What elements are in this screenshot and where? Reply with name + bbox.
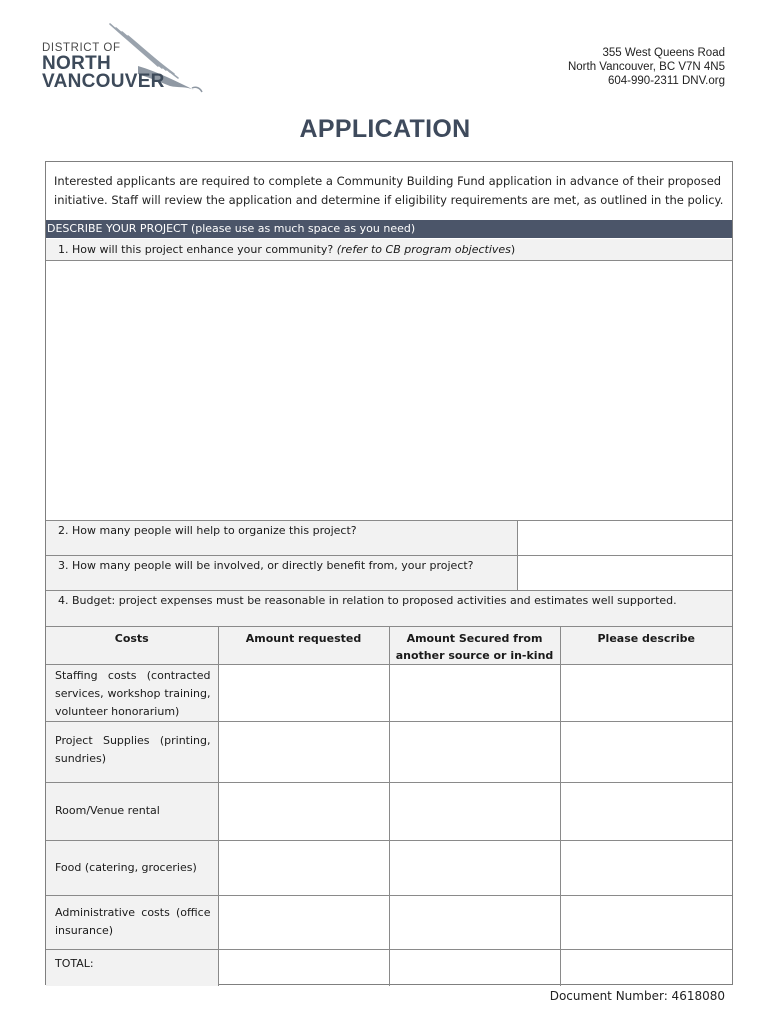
question-1-answer-field[interactable] xyxy=(46,262,732,520)
total-amount-requested-cell[interactable] xyxy=(218,950,389,986)
amount-requested-cell[interactable] xyxy=(218,665,389,722)
logo-vancouver-text: VANCOUVER xyxy=(42,71,165,92)
header-amount-requested: Amount requested xyxy=(218,627,389,665)
question-4-label: 4. Budget: project expenses must be reasonable in relation to proposed activities and estimates well supported. xyxy=(46,590,732,626)
q1-italic-text: (refer to CB program objectives xyxy=(336,243,511,256)
amount-secured-cell[interactable] xyxy=(389,665,560,722)
document-number: Document Number: 4618080 xyxy=(549,989,725,1003)
question-2-answer-field[interactable] xyxy=(519,521,732,555)
question-3-label: 3. How many people will be involved, or directly benefit from, your project? xyxy=(46,556,518,590)
table-row xyxy=(46,841,732,896)
row-label-venue: Room/Venue rental xyxy=(46,783,218,841)
question-3-row xyxy=(46,555,732,590)
total-description-cell[interactable] xyxy=(560,950,732,986)
header-amount-secured: Amount Secured from another source or in-kind xyxy=(389,627,560,665)
table-row xyxy=(46,783,732,841)
description-cell[interactable] xyxy=(560,783,732,841)
question-2-row xyxy=(46,520,732,555)
question-1-label xyxy=(46,239,732,261)
row-label-supplies: Project Supplies (printing, sundries) xyxy=(46,722,218,783)
amount-requested-cell[interactable] xyxy=(218,783,389,841)
total-amount-secured-cell[interactable] xyxy=(389,950,560,986)
amount-secured-cell[interactable] xyxy=(389,841,560,896)
amount-secured-cell[interactable] xyxy=(389,896,560,950)
address-city: North Vancouver, BC V7N 4N5 xyxy=(567,61,725,73)
row-label-administrative: Administrative costs (office insurance) xyxy=(46,896,218,950)
logo-district-text: DISTRICT OF xyxy=(42,42,121,54)
page-title: APPLICATION xyxy=(299,115,471,143)
district-logo xyxy=(40,22,215,102)
address-street: 355 West Queens Road xyxy=(602,47,725,59)
description-cell[interactable] xyxy=(560,841,732,896)
question-3-answer-field[interactable] xyxy=(519,556,732,590)
row-label-food: Food (catering, groceries) xyxy=(46,841,218,896)
application-form xyxy=(45,161,733,985)
budget-header-row xyxy=(46,627,732,665)
intro-text xyxy=(54,172,726,210)
intro-line-2: initiative. Staff will review the application and determine if eligibility requirements are met, as outlined in the policy. xyxy=(54,193,724,207)
header-please-describe: Please describe xyxy=(560,627,732,665)
logo-north-text: NORTH xyxy=(42,53,112,74)
section-header-describe-project: DESCRIBE YOUR PROJECT (please use as much space as you need) xyxy=(46,220,732,238)
q1-text: 1. How will this project enhance your community? xyxy=(58,243,337,256)
amount-requested-cell[interactable] xyxy=(218,722,389,783)
table-row xyxy=(46,722,732,783)
amount-secured-cell[interactable] xyxy=(389,722,560,783)
description-cell[interactable] xyxy=(560,896,732,950)
table-row xyxy=(46,665,732,722)
table-row xyxy=(46,896,732,950)
budget-table xyxy=(46,626,732,986)
row-label-staffing: Staffing costs (contracted services, workshop training, volunteer honorarium) xyxy=(46,665,218,722)
address-phone-web: 604-990-2311 DNV.org xyxy=(608,75,725,87)
amount-requested-cell[interactable] xyxy=(218,841,389,896)
description-cell[interactable] xyxy=(560,665,732,722)
header-costs: Costs xyxy=(46,627,218,665)
amount-requested-cell[interactable] xyxy=(218,896,389,950)
amount-secured-cell[interactable] xyxy=(389,783,560,841)
q1-suffix: ) xyxy=(510,243,516,256)
question-2-label: 2. How many people will help to organize this project? xyxy=(46,521,518,555)
intro-line-1: Interested applicants are required to complete a Community Building Fund application in advance of their proposed xyxy=(54,174,722,188)
address-block xyxy=(568,46,725,88)
table-row-total xyxy=(46,950,732,986)
row-label-total: TOTAL: xyxy=(46,950,218,986)
description-cell[interactable] xyxy=(560,722,732,783)
